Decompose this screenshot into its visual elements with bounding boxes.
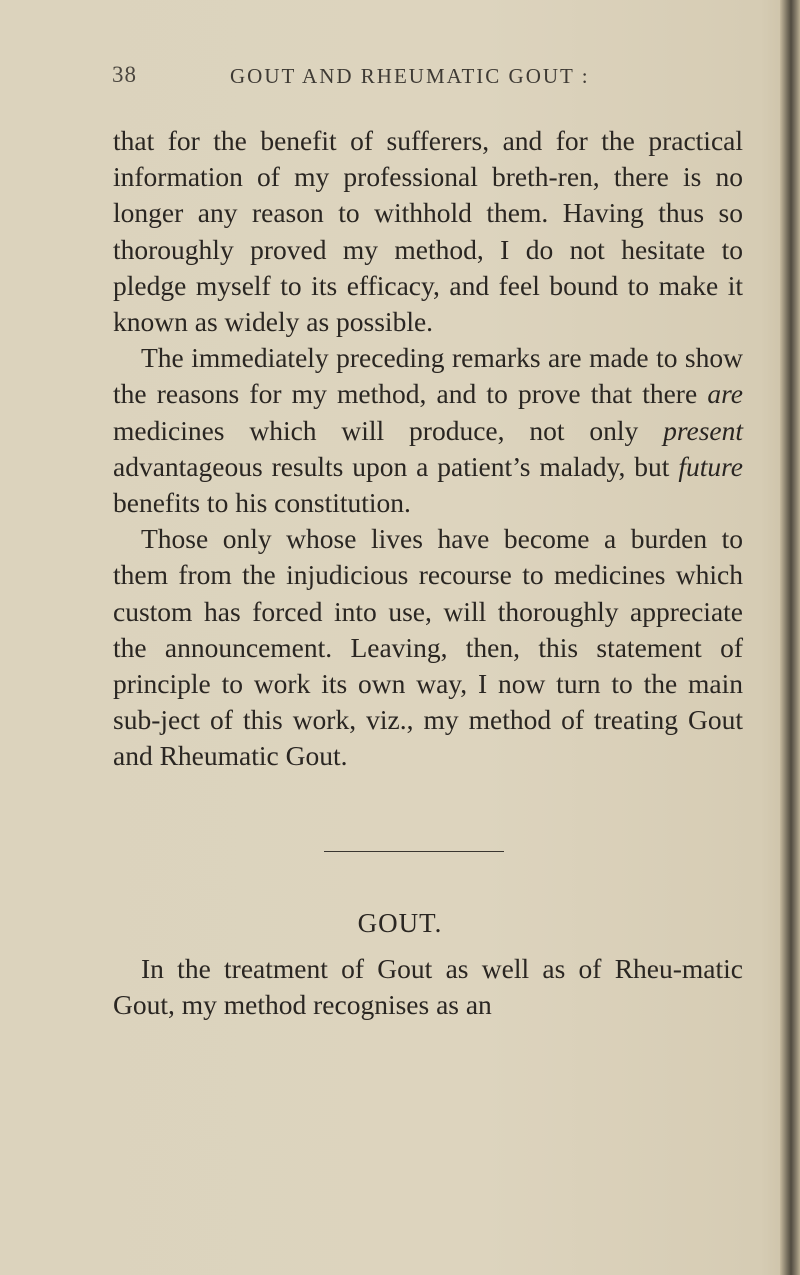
- running-head-title: GOUT AND RHEUMATIC GOUT :: [230, 64, 590, 88]
- paragraph-2-italic-are: are: [707, 378, 743, 410]
- paragraph-2-part-4: benefits to his constitution.: [113, 487, 411, 519]
- paragraph-1: that for the benefit of sufferers, and for the practical information of my professional breth-ren, there is no longer any reason to withhold them. Having thus so thoroughly proved my method, I do not hesitate to pledge myself to its efficacy, and feel bound to make it known as widely as possible.: [113, 125, 743, 338]
- page-binding-edge: [780, 0, 800, 1275]
- paragraph-2-part-2: medicines which will produce, not only: [113, 414, 664, 446]
- section-heading: GOUT.: [357, 908, 443, 938]
- paragraph-2-italic-present: present: [663, 414, 743, 446]
- paragraph-2: [113, 340, 743, 521]
- paragraph-2-part-3: advantageous results upon a patient’s malady, but: [113, 450, 679, 482]
- paragraph-2-part-1: The immediately preceding remarks are made to show the reasons for my method, and to prove that there: [113, 342, 743, 410]
- running-head: [0, 62, 800, 92]
- body-text: [113, 123, 743, 775]
- paragraph-2-italic-future: future: [678, 450, 743, 482]
- page-number: 38: [112, 62, 137, 87]
- section-divider: [324, 851, 504, 852]
- section-paragraph: In the treatment of Gout as well as of Rheu-matic Gout, my method recognises as an: [113, 953, 743, 1021]
- section-body: [113, 951, 743, 1023]
- paragraph-3: Those only whose lives have become a burden to them from the injudicious recourse to medicines which custom has forced into use, will thoroughly appreciate the announcement. Leaving, then, this statement of principle to work its own way, I now turn to the main sub-ject of this work, viz., my method of treating Gout and Rheumatic Gout.: [113, 523, 743, 772]
